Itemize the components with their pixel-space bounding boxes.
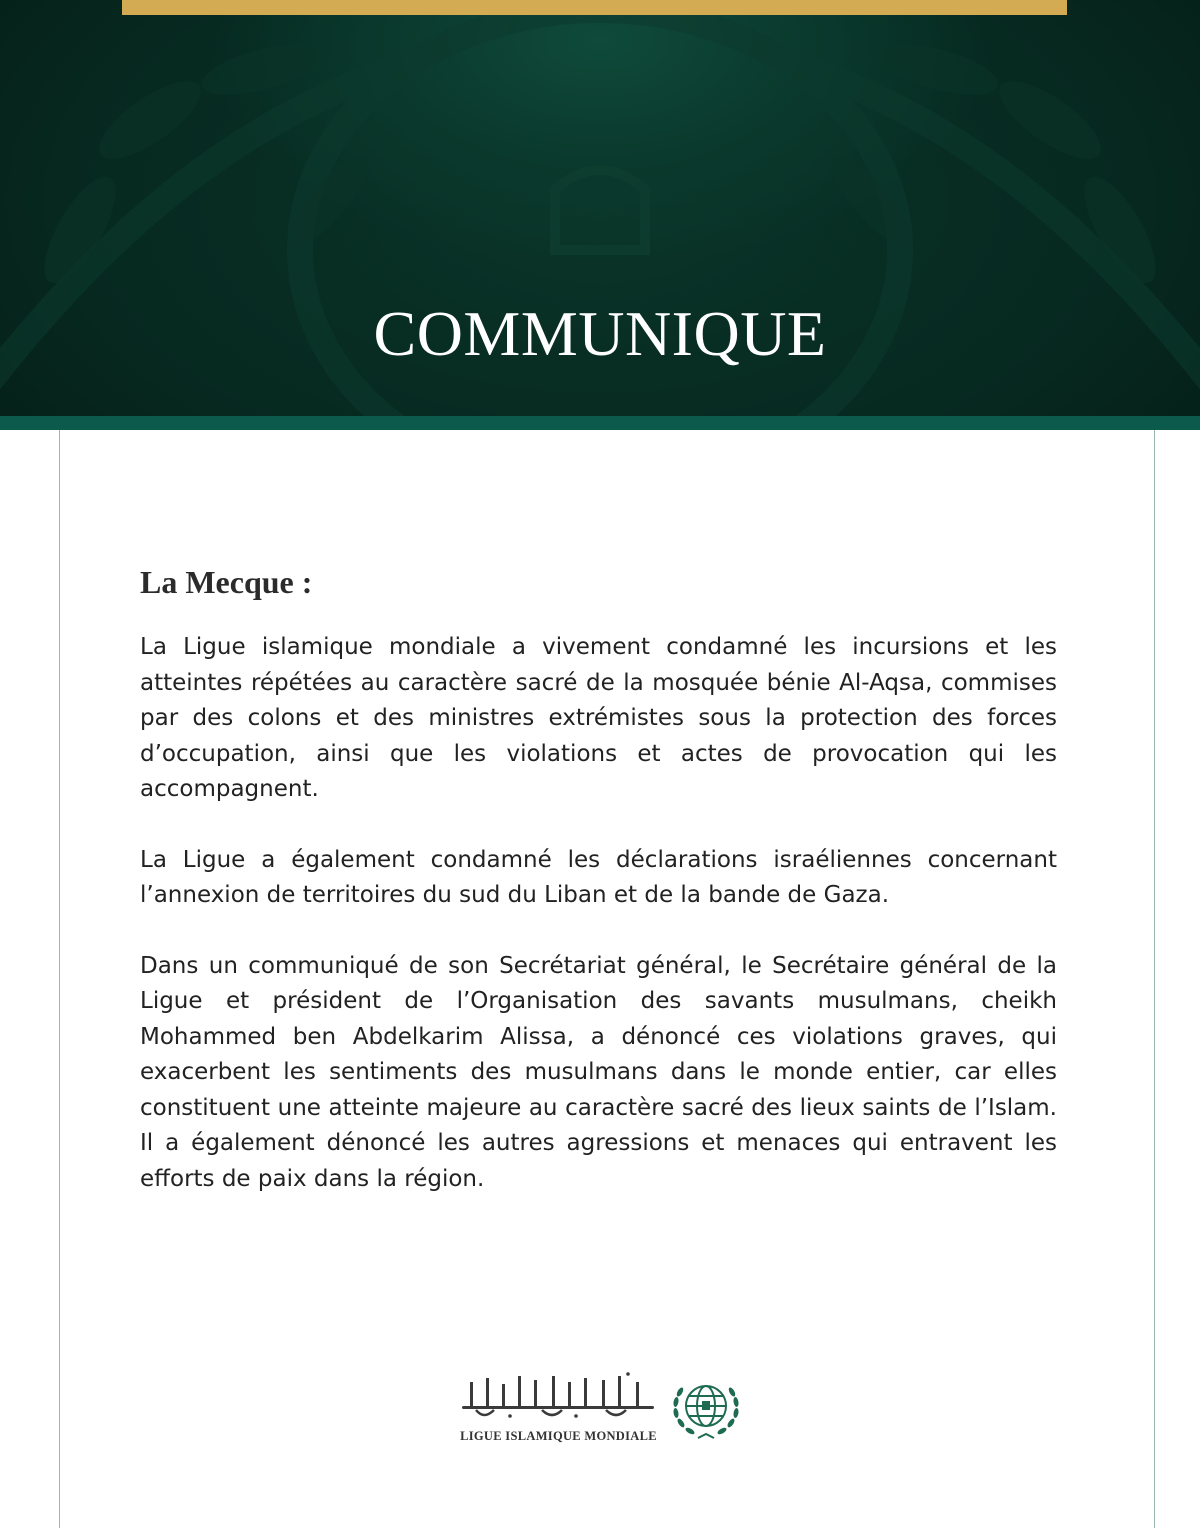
header-banner — [0, 0, 1200, 416]
article-body — [140, 560, 1057, 1232]
page-title: COMMUNIQUE — [373, 298, 827, 369]
logo-wordmark: LIGUE ISLAMIQUE MONDIALE — [460, 1429, 657, 1443]
frame-border-left — [59, 430, 60, 1528]
dateline: La Mecque : — [140, 564, 313, 600]
paragraph: La Ligue a également condamné les déclarations israéliennes concernant l’annexion de territoires du sud du Liban et de la bande de Gaza. — [140, 846, 1057, 908]
header-stripe — [0, 416, 1200, 430]
globe-emblem-icon — [668, 1370, 744, 1446]
paragraph: La Ligue islamique mondiale a vivement condamné les incursions et les atteintes répétées au caractère sacré de la mosquée bénie Al-Aqsa, commises par des colons et des ministres extrémistes sous la protection des forces d’occupation, ainsi que les violations et actes de provocation qui les accompagnent. — [140, 634, 1057, 802]
frame-border-right — [1154, 430, 1155, 1528]
gold-accent-bar — [122, 0, 1067, 15]
arabic-calligraphy-logo — [456, 1370, 661, 1422]
paragraph: Dans un communiqué de son Secrétariat général, le Secrétaire général de la Ligue et président de l’Organisation des savants musulmans, cheikh Mohammed ben Abdelkarim Alissa, a dénoncé ces violations graves, qui exacerbent les sentiments des musulmans dans le monde entier, car elles constituent une atteinte majeure au caractère sacré des lieux saints de l’Islam. Il a également dénoncé les autres agressions et menaces qui entravent les efforts de paix dans la région. — [140, 952, 1057, 1192]
league-logo — [456, 1370, 746, 1450]
